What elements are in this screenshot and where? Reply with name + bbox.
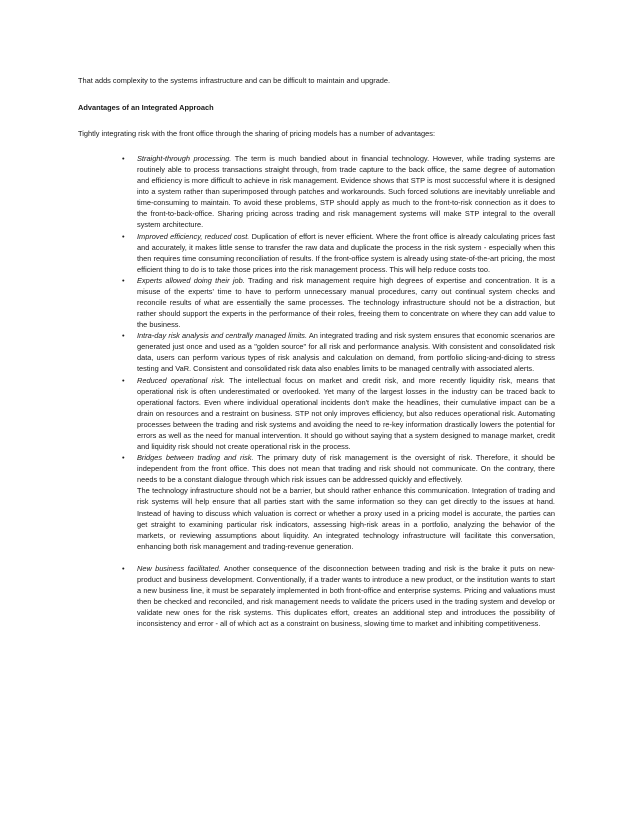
list-item bbox=[78, 563, 560, 629]
list-item-body bbox=[137, 153, 555, 231]
list-item-lead: Intra-day risk analysis and centrally managed limits. bbox=[137, 331, 308, 341]
intro-sentence: Tightly integrating risk with the front office through the sharing of pricing models has a number of advantages: bbox=[78, 129, 436, 138]
section-heading: Advantages of an Integrated Approach bbox=[78, 103, 214, 112]
list-item-text: An integrated trading and risk system ensures that economic scenarios are generated just once and used as a "golden source" for all risk and performance analysis. With consistent and consolidated risk data, users can perform various types of risk analysis and calculation on demand, from portfolio slicing-and-dicing to stress testing and VaR. Consistent and consolidated risk data also enables limits to be managed centrally with associated alerts. bbox=[137, 331, 556, 374]
list-item-text: The term is much bandied about in financial technology. However, while trading systems are routinely able to process transactions straight through, from trade capture to the back office, the same degree of automation and efficiency is more difficult to achieve in risk management. Evidence shows that STP is most successful where it is designed into a system rather than superimposed through patches and workarounds. Such forced solutions are inevitably unreliable and time-consuming to maintain. To avoid these problems, STP should apply as much to the front-to-risk connection as it does to the front-to-back-office. Sharing pricing across trading and risk management systems will make STP integral to the overall system architecture. bbox=[137, 154, 555, 230]
list-item-lead: Bridges between trading and risk. bbox=[137, 453, 254, 463]
list-item bbox=[78, 275, 560, 330]
list-item-lead: Experts allowed doing their job. bbox=[137, 275, 245, 285]
list-item-body bbox=[137, 563, 555, 629]
bullet-icon: • bbox=[122, 331, 125, 341]
bullet-icon: • bbox=[122, 563, 125, 573]
list-item-text: Another consequence of the disconnection between trading and risk is the brake it puts on new-product and business development. Conventionally, if a trader wants to introduce a new product, or the institution wants to start a new business line, it must be separately implemented in both front-office and enterprise systems. Pricing and valuations must then be checked and reconciled, and risk management needs to validate the pricers used in the trading system and develop or validate new ones for the risk systems. This duplicates effort, creates an additional step and introduces the possibility of inconsistency and error - all of which act as a constraint on business, slowing time to market and inhibiting competitiveness. bbox=[137, 563, 555, 629]
bullet-icon: • bbox=[122, 154, 125, 163]
bullet-icon: • bbox=[122, 275, 125, 285]
bullet-icon: • bbox=[122, 375, 125, 385]
list-item-text: Trading and risk management require high degrees of expertise and concentration. It is a misuse of the experts' time to have to perform unnecessary manual procedures, carry out continual system checks and reconcile results of what are essentially the same processes. The technology infrastructure should not be a distraction, but rather should support the experts in the performance of their roles, freeing them to concentrate on where they can add value to the business. bbox=[137, 275, 555, 330]
list-item bbox=[78, 452, 560, 552]
list-item-text: The primary duty of risk management is the oversight of risk. Therefore, it should be independent from the front office. This does not mean that trading and risk should not communicate. On the contrary, there needs to be a constant dialogue through which risk issues can be addressed quickly and effectively. bbox=[137, 453, 555, 485]
list-item bbox=[78, 330, 560, 374]
bullet-icon: • bbox=[122, 453, 125, 463]
list-item-body bbox=[137, 452, 555, 552]
list-item-continuation: The technology infrastructure should not be a barrier, but should rather enhance this communication. Integration of trading and risk systems will help ensure that all parties start with the same information so they can get directly to the issues at hand. Instead of having to discuss which valuation is correct or whether a proxy used in a pricing model is accurate, the parties can get straight to examining particular risk indicators, assessing high-risk areas in a portfolio, analyzing the behavior of the markets, or reviewing assumptions about liquidity. An integrated technology infrastructure will facilitate this conversation, enhancing both risk management and trading-revenue generation. bbox=[137, 486, 555, 551]
spacer bbox=[78, 552, 560, 563]
list-item bbox=[78, 153, 560, 231]
list-item-text: Duplication of effort is never efficient. Where the front office is already calculating prices fast and accurately, it makes little sense to transfer the raw data and duplicate the process in the risk system - especially when this then requires time consuming reconciliation of results. If the front-office system is already using state-of-the-art pricing, the most efficient thing to do is to take those prices into the risk management process. This will help reduce costs too. bbox=[137, 231, 555, 274]
intro-line: That adds complexity to the systems infrastructure and can be difficult to maintain and upgrade. bbox=[78, 76, 391, 85]
list-item-body bbox=[137, 330, 555, 374]
list-item-lead: Reduced operational risk. bbox=[137, 375, 226, 385]
list-item-lead: Straight-through processing. bbox=[137, 154, 232, 163]
advantages-list bbox=[78, 153, 560, 629]
bullet-icon: • bbox=[122, 231, 125, 241]
list-item-text: The intellectual focus on market and credit risk, and more recently liquidity risk, means that operational risk is often underestimated or overlooked. Yet many of the largest losses in the industry can be traced back to operational factors. Even where individual operational incidents don't make the headlines, their cumulative impact can be a drain on resources and a restraint on business. STP not only improves efficiency, but also reduces operational risk. Automating processes between the trading and risk systems and avoiding the need to re-key information drastically lowers the potential for errors as well as the need for manual intervention. It should go without saying that a system designed to manage market, credit and liquidity risk should not create operational risk in the process. bbox=[137, 375, 556, 452]
list-item-body bbox=[137, 375, 555, 453]
list-item-body bbox=[137, 231, 555, 275]
list-item-lead: Improved efficiency, reduced cost. bbox=[137, 231, 250, 241]
list-item bbox=[78, 375, 560, 453]
list-item-lead: New business facilitated. bbox=[137, 563, 221, 573]
list-item bbox=[78, 231, 560, 275]
list-item-body bbox=[137, 275, 555, 330]
